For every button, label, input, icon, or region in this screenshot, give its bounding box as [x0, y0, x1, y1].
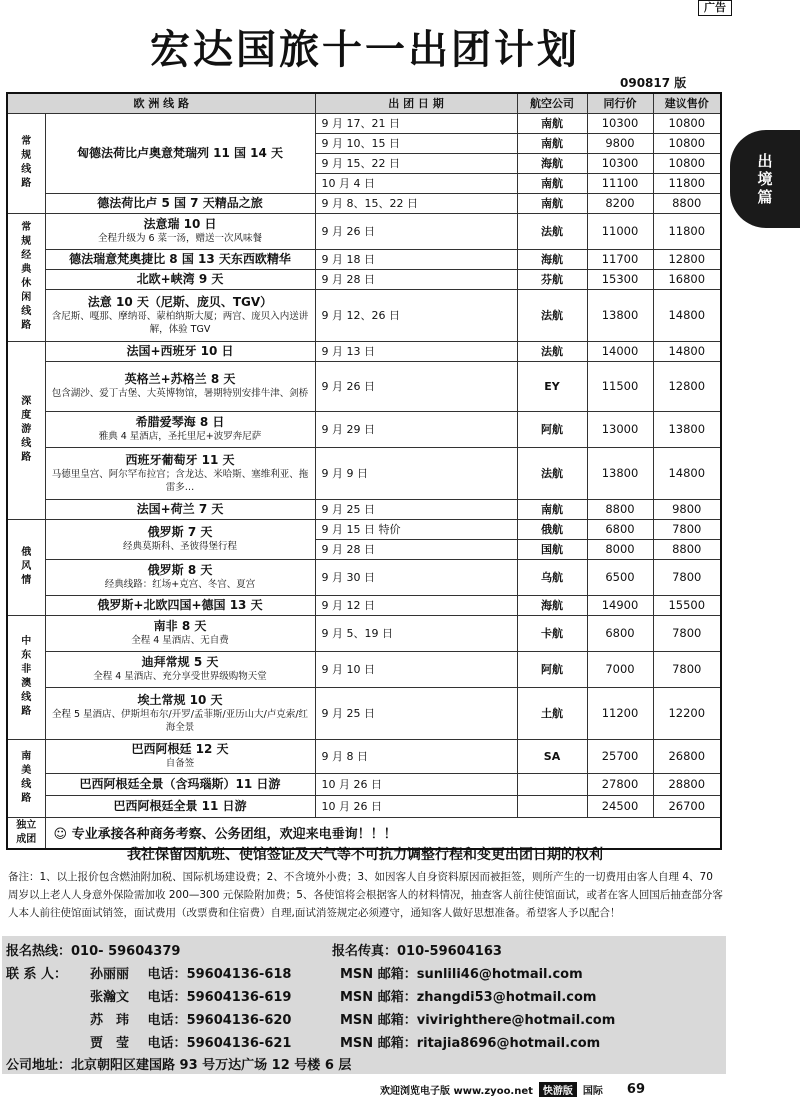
- airline-cell: 法航: [517, 341, 587, 361]
- footer-text: 欢迎浏览电子版 www.zyoo.net: [380, 1085, 533, 1097]
- route-cell: 巴西阿根廷全景 11 日游: [45, 795, 315, 817]
- retail-price-cell: 12200: [653, 687, 721, 739]
- table-row: [7, 595, 721, 615]
- category-cell: 中东非澳线路: [7, 615, 45, 739]
- airline-cell: EY: [517, 361, 587, 411]
- retail-price-cell: 7800: [653, 559, 721, 595]
- retail-price-cell: 26700: [653, 795, 721, 817]
- route-cell: 德法瑞意梵奥捷比 8 国 13 天东西欧精华: [45, 249, 315, 269]
- table-row: [7, 447, 721, 499]
- contact-msn: [340, 1009, 615, 1028]
- route-cell: 南非 8 天 全程 4 星酒店、无自费: [45, 615, 315, 651]
- tel-number: 59604136-620: [186, 1013, 292, 1028]
- table-row: [7, 193, 721, 213]
- table-row: [7, 411, 721, 447]
- date-cell: 10 月 26 日: [315, 773, 517, 795]
- peer-price-cell: 6800: [587, 519, 653, 539]
- msn-label: MSN 邮箱：: [340, 990, 417, 1005]
- page-number: 69: [626, 1081, 646, 1097]
- airline-cell: 阿航: [517, 651, 587, 687]
- contact-person: [90, 963, 291, 982]
- airline-cell: 南航: [517, 499, 587, 519]
- retail-price-cell: 12800: [653, 249, 721, 269]
- route-cell: 法国+西班牙 10 日: [45, 341, 315, 361]
- date-cell: 9 月 8、15、22 日: [315, 193, 517, 213]
- category-cell: 俄风情: [7, 519, 45, 615]
- category-cell: 独立成团: [7, 817, 45, 849]
- side-section-tab: [730, 130, 800, 228]
- retail-price-cell: 8800: [653, 193, 721, 213]
- tel-number: 59604136-619: [186, 990, 292, 1005]
- date-cell: 9 月 15 日 特价: [315, 519, 517, 539]
- peer-price-cell: 14000: [587, 341, 653, 361]
- peer-price-cell: 7000: [587, 651, 653, 687]
- table-row: [7, 269, 721, 289]
- address-text: 北京朝阳区建国路 93 号万达广场 12 号楼 6 层: [71, 1058, 352, 1073]
- fax: [332, 940, 502, 959]
- route-cell: 埃土常规 10 天 全程 5 星酒店、伊斯坦布尔/开罗/孟菲斯/亚历山大/卢克索/红海全景: [45, 687, 315, 739]
- fax-number: 010-59604163: [397, 944, 502, 959]
- airline-cell: [517, 773, 587, 795]
- date-cell: 9 月 15、22 日: [315, 153, 517, 173]
- route-cell: 俄罗斯 8 天 经典线路：红场+克宫、冬宫、夏宫: [45, 559, 315, 595]
- airline-cell: 卡航: [517, 615, 587, 651]
- category-cell: 深度游线路: [7, 341, 45, 519]
- contact-msn: [340, 986, 596, 1005]
- peer-price-cell: 8200: [587, 193, 653, 213]
- airline-cell: 阿航: [517, 411, 587, 447]
- route-cell: 迪拜常规 5 天 全程 4 星酒店、充分享受世界级购物天堂: [45, 651, 315, 687]
- route-cell: 德法荷比卢 5 国 7 天精品之旅: [45, 193, 315, 213]
- tel-number: 59604136-618: [186, 967, 292, 982]
- table-row: [7, 249, 721, 269]
- route-cell: 法国+荷兰 7 天: [45, 499, 315, 519]
- table-row: [7, 361, 721, 411]
- peer-price-cell: 6500: [587, 559, 653, 595]
- peer-price-cell: 27800: [587, 773, 653, 795]
- date-cell: 9 月 13 日: [315, 341, 517, 361]
- category-cell: 南美线路: [7, 739, 45, 817]
- peer-price-cell: 9800: [587, 133, 653, 153]
- airline-cell: 海航: [517, 595, 587, 615]
- date-cell: 10 月 26 日: [315, 795, 517, 817]
- peer-price-cell: 11500: [587, 361, 653, 411]
- airline-cell: 法航: [517, 447, 587, 499]
- airline-cell: 土航: [517, 687, 587, 739]
- route-cell: 英格兰+苏格兰 8 天 包含湖沙、爱丁古堡、大英博物馆，暑期特别安排牛津、剑桥: [45, 361, 315, 411]
- category-cell: 常规经典休闲线路: [7, 213, 45, 341]
- retail-price-cell: 15500: [653, 595, 721, 615]
- table-row: [7, 559, 721, 595]
- route-cell: 俄罗斯 7 天 经典莫斯科、圣彼得堡行程: [45, 519, 315, 559]
- airline-cell: 法航: [517, 213, 587, 249]
- airline-cell: 俄航: [517, 519, 587, 539]
- table-row: [7, 687, 721, 739]
- route-cell: 匈德法荷比卢奥意梵瑞列 11 国 14 天: [45, 113, 315, 193]
- contact-panel: [2, 936, 726, 1074]
- retail-price-cell: 7800: [653, 651, 721, 687]
- date-cell: 9 月 12 日: [315, 595, 517, 615]
- tel-label: 电话：: [147, 967, 187, 982]
- company-address: [6, 1054, 351, 1073]
- address-label: 公司地址：: [6, 1058, 72, 1073]
- tel-label: 电话：: [147, 1013, 187, 1028]
- date-cell: 9 月 29 日: [315, 411, 517, 447]
- date-cell: 9 月 8 日: [315, 739, 517, 773]
- msn-label: MSN 邮箱：: [340, 1036, 417, 1051]
- date-cell: 9 月 12、26 日: [315, 289, 517, 341]
- peer-price-cell: 24500: [587, 795, 653, 817]
- table-row: [7, 795, 721, 817]
- route-cell: 法意 10 天（尼斯、庞贝、TGV） 含尼斯、嘎那、摩纳哥、蒙柏纳斯大厦；两宫、庞贝入内送讲解，体验 TGV: [45, 289, 315, 341]
- airline-cell: [517, 795, 587, 817]
- header-route: 欧 洲 线 路: [7, 93, 315, 113]
- retail-price-cell: 7800: [653, 615, 721, 651]
- date-cell: 9 月 10、15 日: [315, 133, 517, 153]
- date-cell: 9 月 25 日: [315, 687, 517, 739]
- table-header-row: [7, 93, 721, 113]
- header-date: 出 团 日 期: [315, 93, 517, 113]
- table-row: [7, 289, 721, 341]
- contact-msn: [340, 963, 583, 982]
- date-cell: 10 月 4 日: [315, 173, 517, 193]
- date-cell: 9 月 28 日: [315, 539, 517, 559]
- promo-text: ☺ 专业承接各种商务考察、公务团组，欢迎来电垂询！！！: [45, 817, 721, 849]
- peer-price-cell: 15300: [587, 269, 653, 289]
- notes-text: 备注：1、以上报价包含燃油附加税、国际机场建设费；2、不含境外小费；3、如因客人自身资料原因而被拒签，则所产生的一切费用由客人自理 4、70 周岁以上老人人身意外保险需加收 200—300 元保险附加费；5、各使馆将会根据客人的材料情况，抽查客人前往使馆面试，或者在客人回国后抽查部分客人本人前往使馆面试销签，面试费用（改票费和住宿费）自理,面试消签规定必须遵守，通知客人做好思想准备。希望客人予以配合！: [8, 871, 723, 919]
- retail-price-cell: 10800: [653, 133, 721, 153]
- table-row: [7, 499, 721, 519]
- date-cell: 9 月 26 日: [315, 361, 517, 411]
- retail-price-cell: 26800: [653, 739, 721, 773]
- page-title: 宏达国旅十一出团计划: [150, 26, 580, 73]
- airline-cell: 南航: [517, 193, 587, 213]
- peer-price-cell: 8000: [587, 539, 653, 559]
- contact-person: [90, 1032, 291, 1051]
- retail-price-cell: 11800: [653, 213, 721, 249]
- header-airline: 航空公司: [517, 93, 587, 113]
- airline-cell: SA: [517, 739, 587, 773]
- peer-price-cell: 11100: [587, 173, 653, 193]
- airline-cell: 南航: [517, 113, 587, 133]
- person-name: 贾 莹: [90, 1036, 130, 1051]
- hotline-number: 010- 59604379: [71, 944, 181, 959]
- route-cell: 希腊爱琴海 8 日 雅典 4 星酒店，圣托里尼+波罗奔尼萨: [45, 411, 315, 447]
- table-row: [7, 213, 721, 249]
- msn-address: zhangdi53@hotmail.com: [416, 990, 597, 1005]
- version-label: 090817 版: [620, 76, 687, 90]
- retail-price-cell: 12800: [653, 361, 721, 411]
- footer-edition-box: 快游版: [539, 1082, 577, 1097]
- table-row: [7, 651, 721, 687]
- airline-cell: 南航: [517, 173, 587, 193]
- route-cell: 北欧+峡湾 9 天: [45, 269, 315, 289]
- peer-price-cell: 25700: [587, 739, 653, 773]
- person-name: 孙丽丽: [90, 967, 130, 982]
- retail-price-cell: 14800: [653, 447, 721, 499]
- tour-plan-table: [6, 92, 722, 850]
- msn-label: MSN 邮箱：: [340, 967, 417, 982]
- retail-price-cell: 14800: [653, 341, 721, 361]
- retail-price-cell: 14800: [653, 289, 721, 341]
- rights-statement: 我社保留因航班、使馆签证及天气等不可抗力调整行程和变更出团日期的权利: [127, 847, 603, 863]
- msn-label: MSN 邮箱：: [340, 1013, 417, 1028]
- date-cell: 9 月 30 日: [315, 559, 517, 595]
- date-cell: 9 月 10 日: [315, 651, 517, 687]
- table-row: [7, 519, 721, 539]
- table-row: [7, 739, 721, 773]
- table-row: [7, 113, 721, 133]
- peer-price-cell: 13000: [587, 411, 653, 447]
- msn-address: ritajia8696@hotmail.com: [416, 1036, 601, 1051]
- peer-price-cell: 11700: [587, 249, 653, 269]
- retail-price-cell: 9800: [653, 499, 721, 519]
- table-row: [7, 773, 721, 795]
- retail-price-cell: 28800: [653, 773, 721, 795]
- person-label: 联 系 人：: [6, 967, 68, 982]
- route-cell: 俄罗斯+北欧四国+德国 13 天: [45, 595, 315, 615]
- fax-label: 报名传真：: [332, 944, 398, 959]
- airline-cell: 法航: [517, 289, 587, 341]
- retail-price-cell: 13800: [653, 411, 721, 447]
- retail-price-cell: 11800: [653, 173, 721, 193]
- contact-person: [90, 986, 291, 1005]
- contact-person: [90, 1009, 291, 1028]
- airline-cell: 芬航: [517, 269, 587, 289]
- date-cell: 9 月 9 日: [315, 447, 517, 499]
- date-cell: 9 月 28 日: [315, 269, 517, 289]
- msn-address: vivirighthere@hotmail.com: [416, 1013, 616, 1028]
- date-cell: 9 月 18 日: [315, 249, 517, 269]
- hotline-label: 报名热线：: [6, 944, 72, 959]
- retail-price-cell: 10800: [653, 113, 721, 133]
- side-tab-char: 境: [757, 170, 773, 188]
- msn-address: sunlili46@hotmail.com: [416, 967, 583, 982]
- date-cell: 9 月 25 日: [315, 499, 517, 519]
- retail-price-cell: 16800: [653, 269, 721, 289]
- airline-cell: 海航: [517, 153, 587, 173]
- airline-cell: 国航: [517, 539, 587, 559]
- side-tab-char: 出: [757, 152, 773, 170]
- peer-price-cell: 13800: [587, 447, 653, 499]
- route-cell: 巴西阿根廷 12 天 自备签: [45, 739, 315, 773]
- person-name: 张瀚文: [90, 990, 130, 1005]
- peer-price-cell: 14900: [587, 595, 653, 615]
- route-cell: 法意瑞 10 日 全程升级为 6 菜一汤，赠送一次风味餐: [45, 213, 315, 249]
- peer-price-cell: 6800: [587, 615, 653, 651]
- peer-price-cell: 8800: [587, 499, 653, 519]
- retail-price-cell: 7800: [653, 519, 721, 539]
- table-row: [7, 615, 721, 651]
- table-row: [7, 341, 721, 361]
- ad-tag: 广告: [698, 0, 732, 16]
- hotline: [6, 940, 180, 959]
- retail-price-cell: 10800: [653, 153, 721, 173]
- category-cell: 常规线路: [7, 113, 45, 213]
- date-cell: 9 月 5、19 日: [315, 615, 517, 651]
- date-cell: 9 月 17、21 日: [315, 113, 517, 133]
- peer-price-cell: 10300: [587, 153, 653, 173]
- page-footer: [380, 1080, 720, 1098]
- footer-section: 国际: [582, 1085, 603, 1097]
- peer-price-cell: 10300: [587, 113, 653, 133]
- route-cell: 西班牙葡萄牙 11 天 马德里皇宫、阿尔罕布拉宫；含龙达、米哈斯、塞维利亚、拖雷多…: [45, 447, 315, 499]
- tel-label: 电话：: [147, 1036, 187, 1051]
- airline-cell: 乌航: [517, 559, 587, 595]
- person-name: 苏 玮: [90, 1013, 130, 1028]
- route-cell: 巴西阿根廷全景（含玛瑙斯）11 日游: [45, 773, 315, 795]
- date-cell: 9 月 26 日: [315, 213, 517, 249]
- tel-label: 电话：: [147, 990, 187, 1005]
- side-tab-char: 篇: [757, 188, 773, 206]
- header-peer-price: 同行价: [587, 93, 653, 113]
- peer-price-cell: 11200: [587, 687, 653, 739]
- header-retail-price: 建议售价: [653, 93, 721, 113]
- tel-number: 59604136-621: [186, 1036, 292, 1051]
- peer-price-cell: 13800: [587, 289, 653, 341]
- contact-msn: [340, 1032, 600, 1051]
- retail-price-cell: 8800: [653, 539, 721, 559]
- peer-price-cell: 11000: [587, 213, 653, 249]
- airline-cell: 南航: [517, 133, 587, 153]
- airline-cell: 海航: [517, 249, 587, 269]
